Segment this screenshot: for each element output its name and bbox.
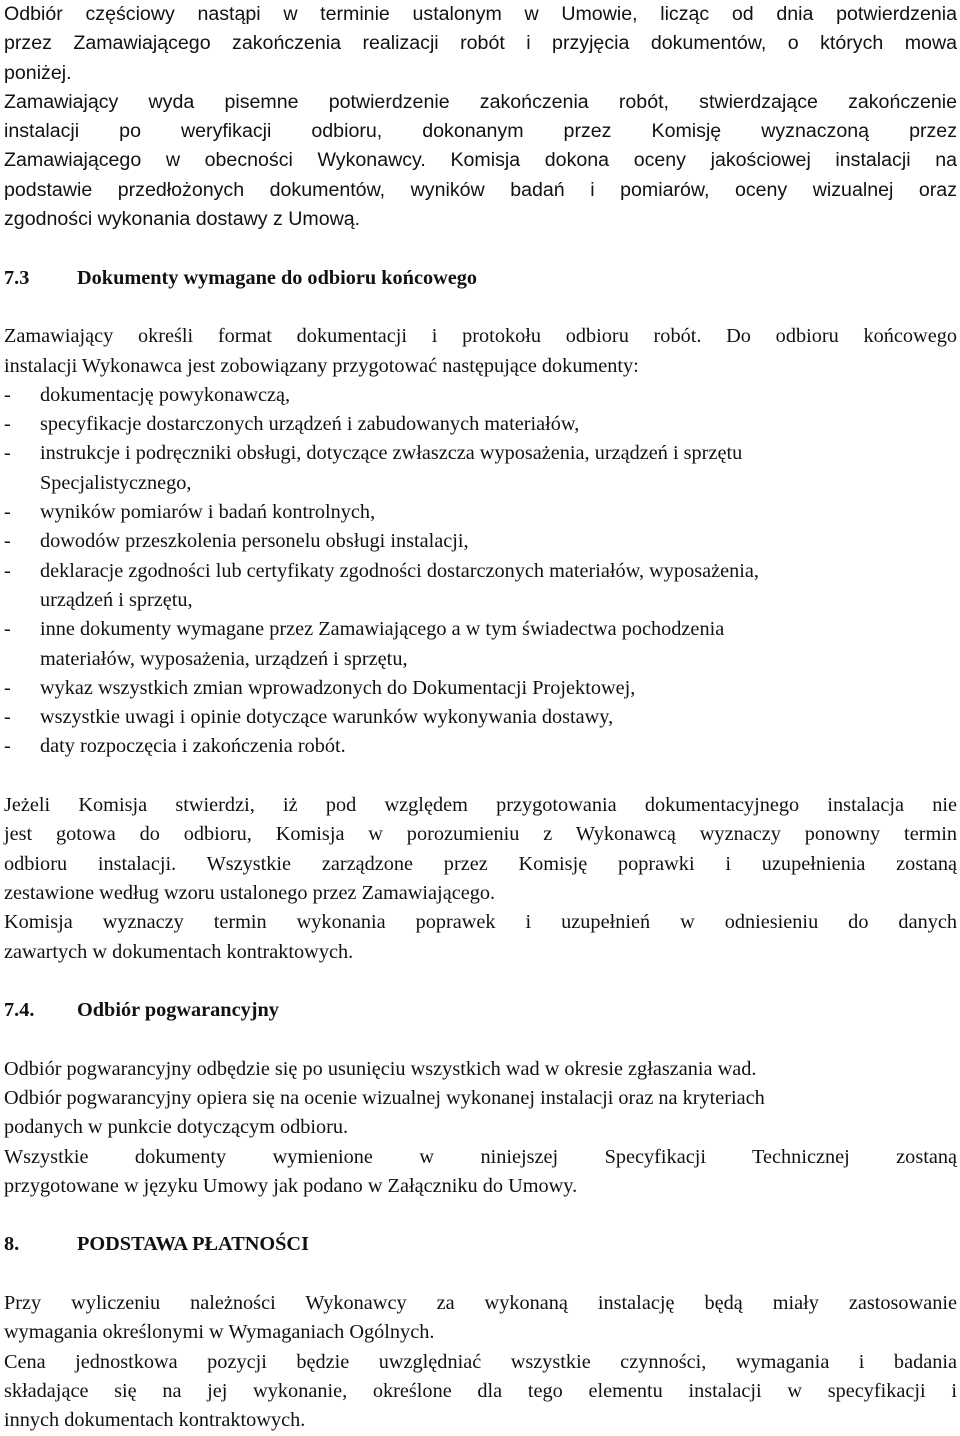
list-item: - wszystkie uwagi i opinie dotyczące warunków wykonywania dostawy, xyxy=(4,703,957,732)
list-item: - specyfikacje dostarczonych urządzeń i zabudowanych materiałów, xyxy=(4,410,957,439)
section-number: 7.4. xyxy=(4,999,35,1022)
list-item-continuation: Specjalistycznego, xyxy=(40,471,192,494)
text-line: zawartych w dokumentach kontraktowych. xyxy=(4,940,354,963)
list-dash: - xyxy=(4,501,11,524)
list-item: - deklaracje zgodności lub certyfikaty zgodności dostarczonych materiałów, wyposażenia, xyxy=(4,557,957,586)
paragraph-dokumenty-intro xyxy=(4,322,957,381)
list-item: - wyników pomiarów i badań kontrolnych, xyxy=(4,498,957,527)
list-item: - daty rozpoczęcia i zakończenia robót. xyxy=(4,732,957,761)
list-dash: - xyxy=(4,530,11,553)
text-line: podanych w punkcie dotyczącym odbioru. xyxy=(4,1116,349,1139)
documents-list xyxy=(4,381,957,762)
list-item: - wykaz wszystkich zmian wprowadzonych do Dokumentacji Projektowej, xyxy=(4,674,957,703)
text-line: Przy wyliczeniu należności Wykonawcy za wykonaną instalację będą miały zastosowanie xyxy=(4,1292,957,1315)
list-dash: - xyxy=(4,735,11,758)
list-dash: - xyxy=(4,383,11,406)
paragraph-potwierdzenie xyxy=(4,88,957,234)
text-line: przygotowane w języku Umowy jak podano w Załączniku do Umowy. xyxy=(4,1174,578,1197)
text-line: Odbiór pogwarancyjny opiera się na ocenie wizualnej wykonanej instalacji oraz na kryteriach xyxy=(4,1086,765,1109)
list-dash: - xyxy=(4,706,11,729)
text-line: poniżej. xyxy=(4,61,72,84)
text-line: Odbiór pogwarancyjny odbędzie się po usunięciu wszystkich wad w okresie zgłaszania wad. xyxy=(4,1057,757,1080)
list-item-continuation: materiałów, wyposażenia, urządzeń i sprzętu, xyxy=(40,647,408,670)
list-dash: - xyxy=(4,618,11,641)
section-title: PODSTAWA PŁATNOŚCI xyxy=(77,1233,309,1256)
list-dash: - xyxy=(4,559,11,582)
text-line: składające się na jej wykonanie, określone dla tego elementu instalacji w specyfikacji i xyxy=(4,1379,957,1402)
text-line: Zamawiający określi format dokumentacji i protokołu odbioru robót. Do odbioru końcowego xyxy=(4,325,957,348)
section-heading-7-3 xyxy=(4,264,957,293)
text-line: przez Zamawiającego zakończenia realizacji robót i przyjęcia dokumentów, o których mowa xyxy=(4,32,957,55)
text-line: zestawione według wzoru ustalonego przez Zamawiającego. xyxy=(4,881,496,904)
list-item: - inne dokumenty wymagane przez Zamawiającego a w tym świadectwa pochodzenia xyxy=(4,615,957,644)
list-dash: - xyxy=(4,442,11,465)
section-heading-7-4 xyxy=(4,996,957,1025)
list-item: - instrukcje i podręczniki obsługi, dotyczące zwłaszcza wyposażenia, urządzeń i sprzętu xyxy=(4,439,957,468)
section-title: Dokumenty wymagane do odbioru końcowego xyxy=(77,266,478,289)
list-dash: - xyxy=(4,676,11,699)
text-line: Wszystkie dokumenty wymienione w niniejszej Specyfikacji Technicznej zostaną xyxy=(4,1145,957,1168)
section-heading-8 xyxy=(4,1230,957,1259)
text-line: Zamawiający wyda pisemne potwierdzenie zakończenia robót, stwierdzające zakończenie xyxy=(4,90,957,113)
text-line: Jeżeli Komisja stwierdzi, iż pod względem przygotowania dokumentacyjnego instalacja nie xyxy=(4,794,957,817)
text-line: instalacji Wykonawca jest zobowiązany przygotować następujące dokumenty: xyxy=(4,354,639,377)
text-line: Zamawiającego w obecności Wykonawcy. Komisja dokona oceny jakościowej instalacji na xyxy=(4,149,957,172)
text-line: Odbiór częściowy nastąpi w terminie ustalonym w Umowie, licząc od dnia potwierdzenia xyxy=(4,3,957,25)
text-line: zgodności wykonania dostawy z Umową. xyxy=(4,208,361,231)
paragraph-odbior-pogwarancyjny xyxy=(4,1055,957,1201)
section-title: Odbiór pogwarancyjny xyxy=(77,999,279,1022)
section-number: 8. xyxy=(4,1233,20,1256)
text-line: innych dokumentach kontraktowych. xyxy=(4,1409,306,1432)
list-dash: - xyxy=(4,413,11,436)
text-line: Komisja wyznaczy termin wykonania poprawek i uzupełnień w odniesieniu do danych xyxy=(4,911,957,934)
document-page xyxy=(4,0,957,1436)
list-item: - dowodów przeszkolenia personelu obsługi instalacji, xyxy=(4,527,957,556)
paragraph-komisja xyxy=(4,791,957,967)
list-item: - dokumentację powykonawczą, xyxy=(4,381,957,410)
paragraph-platnosci xyxy=(4,1289,957,1435)
text-line: odbioru instalacji. Wszystkie zarządzone przez Komisję poprawki i uzupełnienia zostaną xyxy=(4,852,957,875)
list-item-continuation: urządzeń i sprzętu, xyxy=(40,588,193,611)
section-number: 7.3 xyxy=(4,266,30,289)
text-line: jest gotowa do odbioru, Komisja w porozumieniu z Wykonawcą wyznaczy ponowny termin xyxy=(4,823,957,846)
text-line: wymagania określonymi w Wymaganiach Ogólnych. xyxy=(4,1321,435,1344)
text-line: Cena jednostkowa pozycji będzie uwzględniać wszystkie czynności, wymagania i badania xyxy=(4,1350,957,1373)
paragraph-odbior-czesciowy xyxy=(4,0,957,88)
text-line: podstawie przedłożonych dokumentów, wyników badań i pomiarów, oceny wizualnej oraz xyxy=(4,178,957,201)
text-line: instalacji po weryfikacji odbioru, dokonanym przez Komisję wyznaczoną przez xyxy=(4,120,957,143)
